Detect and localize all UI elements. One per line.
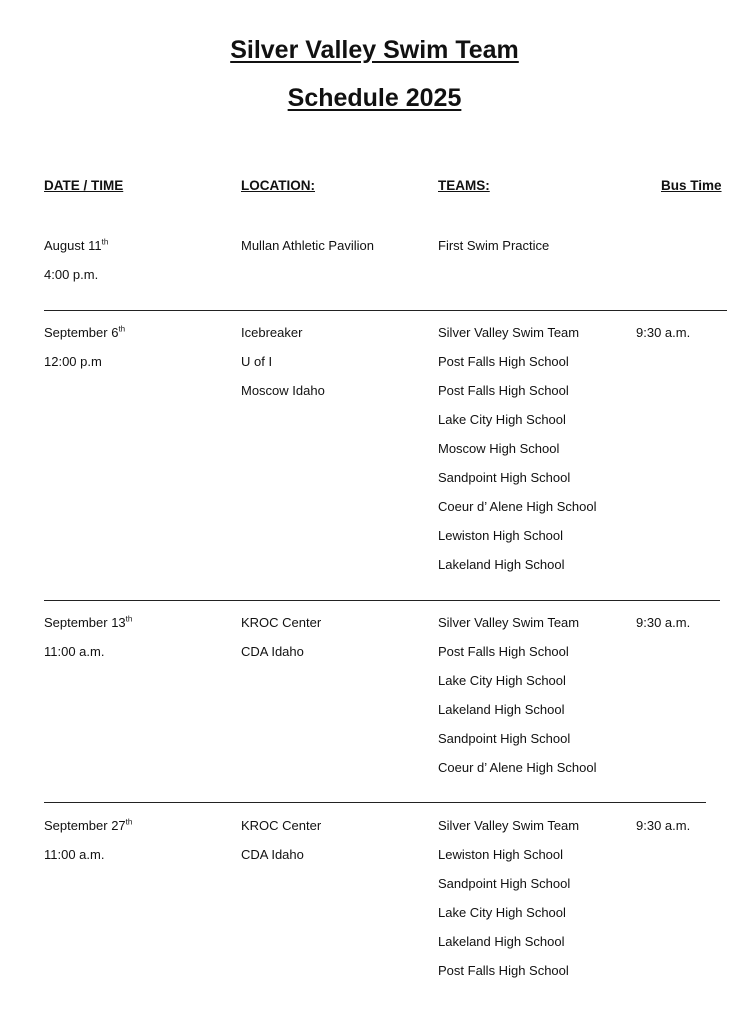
event-time: 11:00 a.m. (44, 644, 105, 659)
event-team: Lake City High School (438, 673, 566, 688)
event-time: 11:00 a.m. (44, 847, 105, 862)
event-team: Silver Valley Swim Team (438, 325, 580, 340)
event-team: Lakeland High School (438, 557, 565, 572)
header-date-time: DATE / TIME (44, 178, 124, 193)
event-team: Lakeland High School (438, 934, 565, 949)
event-date-text: August 11 (44, 238, 102, 253)
event-date-text: September 6 (44, 325, 119, 340)
event-date-text: September 13 (44, 615, 126, 630)
event-location-line: CDA Idaho (241, 847, 304, 862)
event-date (44, 325, 125, 341)
event-date (44, 615, 132, 631)
event-location-line: KROC Center (241, 818, 322, 833)
event-location-line: Icebreaker (241, 325, 303, 340)
event-location-line: KROC Center (241, 615, 322, 630)
event-team: Silver Valley Swim Team (438, 818, 580, 833)
section-divider (44, 802, 706, 803)
event-date-suffix: th (125, 817, 133, 827)
section-divider (44, 600, 720, 601)
event-team: Post Falls High School (438, 963, 569, 978)
event-team: Lake City High School (438, 905, 566, 920)
event-team: Sandpoint High School (438, 876, 571, 891)
event-team: Lakeland High School (438, 702, 565, 717)
event-date (44, 238, 108, 254)
event-date-suffix: th (125, 614, 133, 624)
event-team: First Swim Practice (438, 238, 550, 253)
event-team: Post Falls High School (438, 354, 569, 369)
event-date-text: September 27 (44, 818, 126, 833)
event-time: 4:00 p.m. (44, 267, 99, 282)
event-team: Post Falls High School (438, 644, 569, 659)
event-team: Lewiston High School (438, 528, 564, 543)
event-date-suffix: th (101, 237, 109, 247)
event-team: Moscow High School (438, 441, 560, 456)
event-date (44, 818, 132, 834)
section-divider (44, 310, 727, 311)
page-title: Silver Valley Swim Team (230, 36, 519, 64)
event-team: Lake City High School (438, 412, 566, 427)
header-location: LOCATION: (241, 178, 315, 193)
event-bus-time: 9:30 a.m. (636, 615, 691, 630)
header-bus-time: Bus Time (661, 178, 722, 193)
event-location-line: CDA Idaho (241, 644, 304, 659)
header-teams: TEAMS: (438, 178, 490, 193)
event-date-suffix: th (118, 324, 126, 334)
event-team: Sandpoint High School (438, 470, 571, 485)
event-location-line: Moscow Idaho (241, 383, 325, 398)
event-location-line: U of I (241, 354, 273, 369)
event-bus-time: 9:30 a.m. (636, 818, 691, 833)
event-team: Lewiston High School (438, 847, 564, 862)
event-team: Silver Valley Swim Team (438, 615, 580, 630)
event-team: Post Falls High School (438, 383, 569, 398)
page-subtitle: Schedule 2025 (287, 84, 462, 112)
event-team: Sandpoint High School (438, 731, 571, 746)
event-team: Coeur d’ Alene High School (438, 499, 597, 514)
event-time: 12:00 p.m (44, 354, 102, 369)
event-location-line: Mullan Athletic Pavilion (241, 238, 374, 253)
event-bus-time: 9:30 a.m. (636, 325, 691, 340)
event-team: Coeur d’ Alene High School (438, 760, 597, 775)
